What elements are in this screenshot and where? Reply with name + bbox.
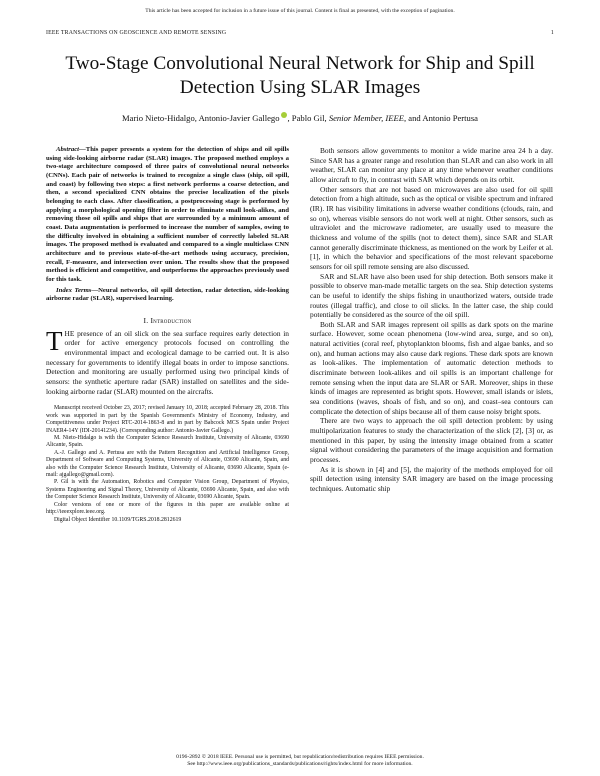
paragraph: There are two ways to approach the oil spill detection problem: by using multipolarization features to study the characterization of the slick [2], [3] or, as mentioned in this paper, by using the intensity image obtained from a scatter signal without considering the parameters of the image acquisition and formation processes. — [310, 416, 553, 464]
footnote-color: Color versions of one or more of the figures in this paper are available online at http://ieeexplore.ieee.org. — [46, 501, 289, 516]
paragraph: SAR and SLAR have also been used for ship detection. Both sensors make it possible to observe man-made metallic targets on the sea. Ship detection systems can be useful to identify the ships fishing in unauthorized waters, outside trade routes (illegal traffic), and close to oil slicks. In the latter case, the ship could potentially be considered as the source of the oil spill. — [310, 271, 553, 320]
author-list — [30, 112, 570, 123]
copyright-line-2: See http://www.ieee.org/publications_standards/publications/rights/index.html for more information. — [187, 761, 413, 767]
acceptance-note: This article has been accepted for inclusion in a future issue of this journal. Content is final as presented, with the exception of pagination. — [145, 8, 455, 14]
index-terms-label: Index Terms — [56, 286, 92, 294]
footnotes — [46, 405, 289, 524]
section-title: Introduction — [150, 315, 192, 325]
gil-affiliation: Senior Member, IEEE — [328, 113, 404, 123]
footnote-manuscript: Manuscript received October 23, 2017; revised January 10, 2018; accepted February 28, 2018. This work was supported in part by the Spanish Government's Ministry of Economy, Industry, and Competitiveness under Project RTC-2014-1863-8 and in part by Babcock MCS Spain under Project INAER4-14Y (IDI-20141234). (Corresponding author: Antonio-Javier Gallego.) — [46, 405, 289, 434]
orcid-icon[interactable] — [281, 112, 287, 118]
paragraph: Both SLAR and SAR images represent oil spills as dark spots on the marine surface. However, some ocean phenomena (low-wind area, surge, and so on), natural activities (coral reef, phytoplankton blooms, fish and algae banks, and so on), and human actions may also cause dark regions. These dark spots are known as look-alikes. The implementation of automatic detection methods to discriminate between look-alikes and oil spills is an important challenge for remote sensing when the input data are SLAR or SAR. Moreover, ships in these kinds of images are represented as bright spots. However, small islands or islets, sea conditions (waves, shoals of fish, and so on), and coast–sea contours can complicate the detection of ships because all of them cause noisy bright spots. — [310, 319, 553, 416]
drop-cap: T — [46, 325, 63, 356]
paragraph: Both sensors allow governments to monitor a wide marine area 24 h a day. Since SAR has a greater range and resolution than SLAR and can also work in all weather, SLAR can monitor any place at any time whenever weather conditions allow aircraft to fly, in contrast with SAR which depends on its orbit. — [310, 146, 553, 184]
left-column — [46, 146, 289, 524]
running-head — [46, 30, 554, 36]
abstract-label: Abstract — [56, 146, 80, 153]
authors-part2: , Pablo Gil, — [287, 113, 329, 123]
paper-title: Two-Stage Convolutional Neural Network for Ship and Spill Detection Using SLAR Images — [65, 53, 535, 98]
authors-part1: Mario Nieto-Hidalgo, Antonio-Javier Gallego — [121, 113, 280, 123]
section-heading — [46, 316, 289, 325]
footnote-doi: Digital Object Identifier 10.1109/TGRS.2018.2812619 — [54, 516, 182, 523]
footnote-nieto: M. Nieto-Hidalgo is with the Computer Science Research Institute, University of Alicante, 03690 Alicante, Spain. — [46, 435, 289, 449]
paragraph: Other sensors that are not based on microwaves are also used for oil spill detection from a high altitude, such as the optical or visible spectrum and infrared (IR). IR has visibility limitations in adverse weather conditions (clouds, rain, and so on), whereas visible sensors do not work well at night. Other sensors, such as ultraviolet and the microwave radiometer, are usually used to measure the thickness and volume of the spills (not to detect them), since SAR and SLAR cannot generally discriminate thickness, as mentioned on the work by Leifer et al. [1], in which the behavior and specifications of the most relevant spaceborne sensors for oil spill remote sensing are also discussed. — [310, 184, 553, 271]
footnote-gil: P. Gil is with the Automation, Robotics and Computer Vision Group, Department of Physics, Systems Engineering and Signal Theory, University of Alicante, 03690 Alicante, Spain, and also with the Computer Science Research Institute, University of Alicante, 03690 Alicante, Spain. — [46, 479, 289, 501]
paragraph: As it is shown in [4] and [5], the majority of the methods employed for oil spill detection using intensity SAR imagery are based on the image processing techniques. Automatic ship — [310, 464, 553, 493]
abstract-text: This paper presents a system for the detection of ships and oil spills using side-looking airborne radar (SLAR) images. The proposed method employs a two-stage architecture composed of three pairs of convolutional neural networks (CNNs). Each pair of networks is trained to recognize a single class (ship, oil spill, and coast) by following two steps: a first network performs a coarse detection, and then, a second specialized CNN obtains the precise localization of the pixels belonging to each class. After classification, a postprocessing stage is performed by applying a morphological opening filter in order to eliminate small look-alikes, and removing those oil spills and ships that are surrounded by a minimum amount of coast. Data augmentation is performed to increase the number of samples, owing to the difficulty involved in obtaining a sufficient number of correctly labeled SLAR images. The proposed method is evaluated and compared to a single multiclass CNN architecture and to previous state-of-the-art methods using accuracy, precision, recall, F-measure, and intersection over union. The results show that the proposed method is efficient and competitive, and outperforms the approaches previously used for this task. — [46, 146, 289, 283]
copyright-line-1: 0196-2892 © 2018 IEEE. Personal use is permitted, but republication/redistribution requires IEEE permission. — [176, 754, 424, 760]
intro-first-word: HE — [64, 328, 75, 338]
copyright-notice — [40, 754, 560, 768]
index-terms-text: Neural networks, oil spill detection, radar detection, side-looking airborne radar (SLAR), supervised learning. — [46, 286, 289, 303]
journal-name: IEEE TRANSACTIONS ON GEOSCIENCE AND REMOTE SENSING — [46, 30, 227, 36]
right-column — [310, 146, 553, 494]
page-number: 1 — [550, 30, 554, 36]
abstract: Abstract—This paper presents a system for the detection of ships and oil spills using side-looking airborne radar (SLAR) images. The proposed method employs a two-stage architecture composed of three pairs of convolutional neural networks (CNNs). Each pair of networks is trained to recognize a single class (ship, oil spill, and coast) by following two steps: a first network performs a coarse detection, and then, a second specialized CNN obtains the precise localization of the pixels belonging to each class. After classification, a postprocessing stage is performed by applying a morphological opening filter in order to eliminate small look-alikes, and removing those oil spills and ships that are surrounded by a minimum amount of coast. Data augmentation is performed to increase the number of samples, owing to the difficulty involved in obtaining a sufficient number of correctly labeled SLAR images. The proposed method is evaluated and compared to a single multiclass CNN architecture and to previous state-of-the-art methods using accuracy, precision, recall, F-measure, and intersection over union. The results show that the proposed method is efficient and competitive, and outperforms the approaches previously used for this task. — [46, 146, 289, 283]
index-terms: Index Terms—Neural networks, oil spill detection, radar detection, side-looking airborne radar (SLAR), supervised learning. — [46, 286, 289, 303]
intro-paragraph — [46, 325, 289, 397]
intro-text: presence of an oil slick on the sea surface requires early detection in order for active emergency protocols focused on controlling the environmental impact and ecological damage to be carried out. It is also necessary for governments to identify illegal boats in order to impose sanctions. Detection and monitoring are usually performed using two principal kinds of sensors: the synthetic aperture radar (SAR) installed on satellites and the side-looking airborne radar (SLAR) mounted on the aircrafts. — [46, 328, 289, 396]
footnote-gallego: A.-J. Gallego and A. Pertusa are with the Pattern Recognition and Artificial Intelligence Group, Department of Software and Computing Systems, University of Alicante, 03690 Alicante, Spain, and also with the Computer Science Research Institute, University of Alicante, 03690 Alicante, Spain (e-mail: ajgallego@gmail.com). — [46, 449, 289, 479]
authors-part3: , and Antonio Pertusa — [404, 113, 478, 123]
section-number: I. — [143, 315, 149, 325]
